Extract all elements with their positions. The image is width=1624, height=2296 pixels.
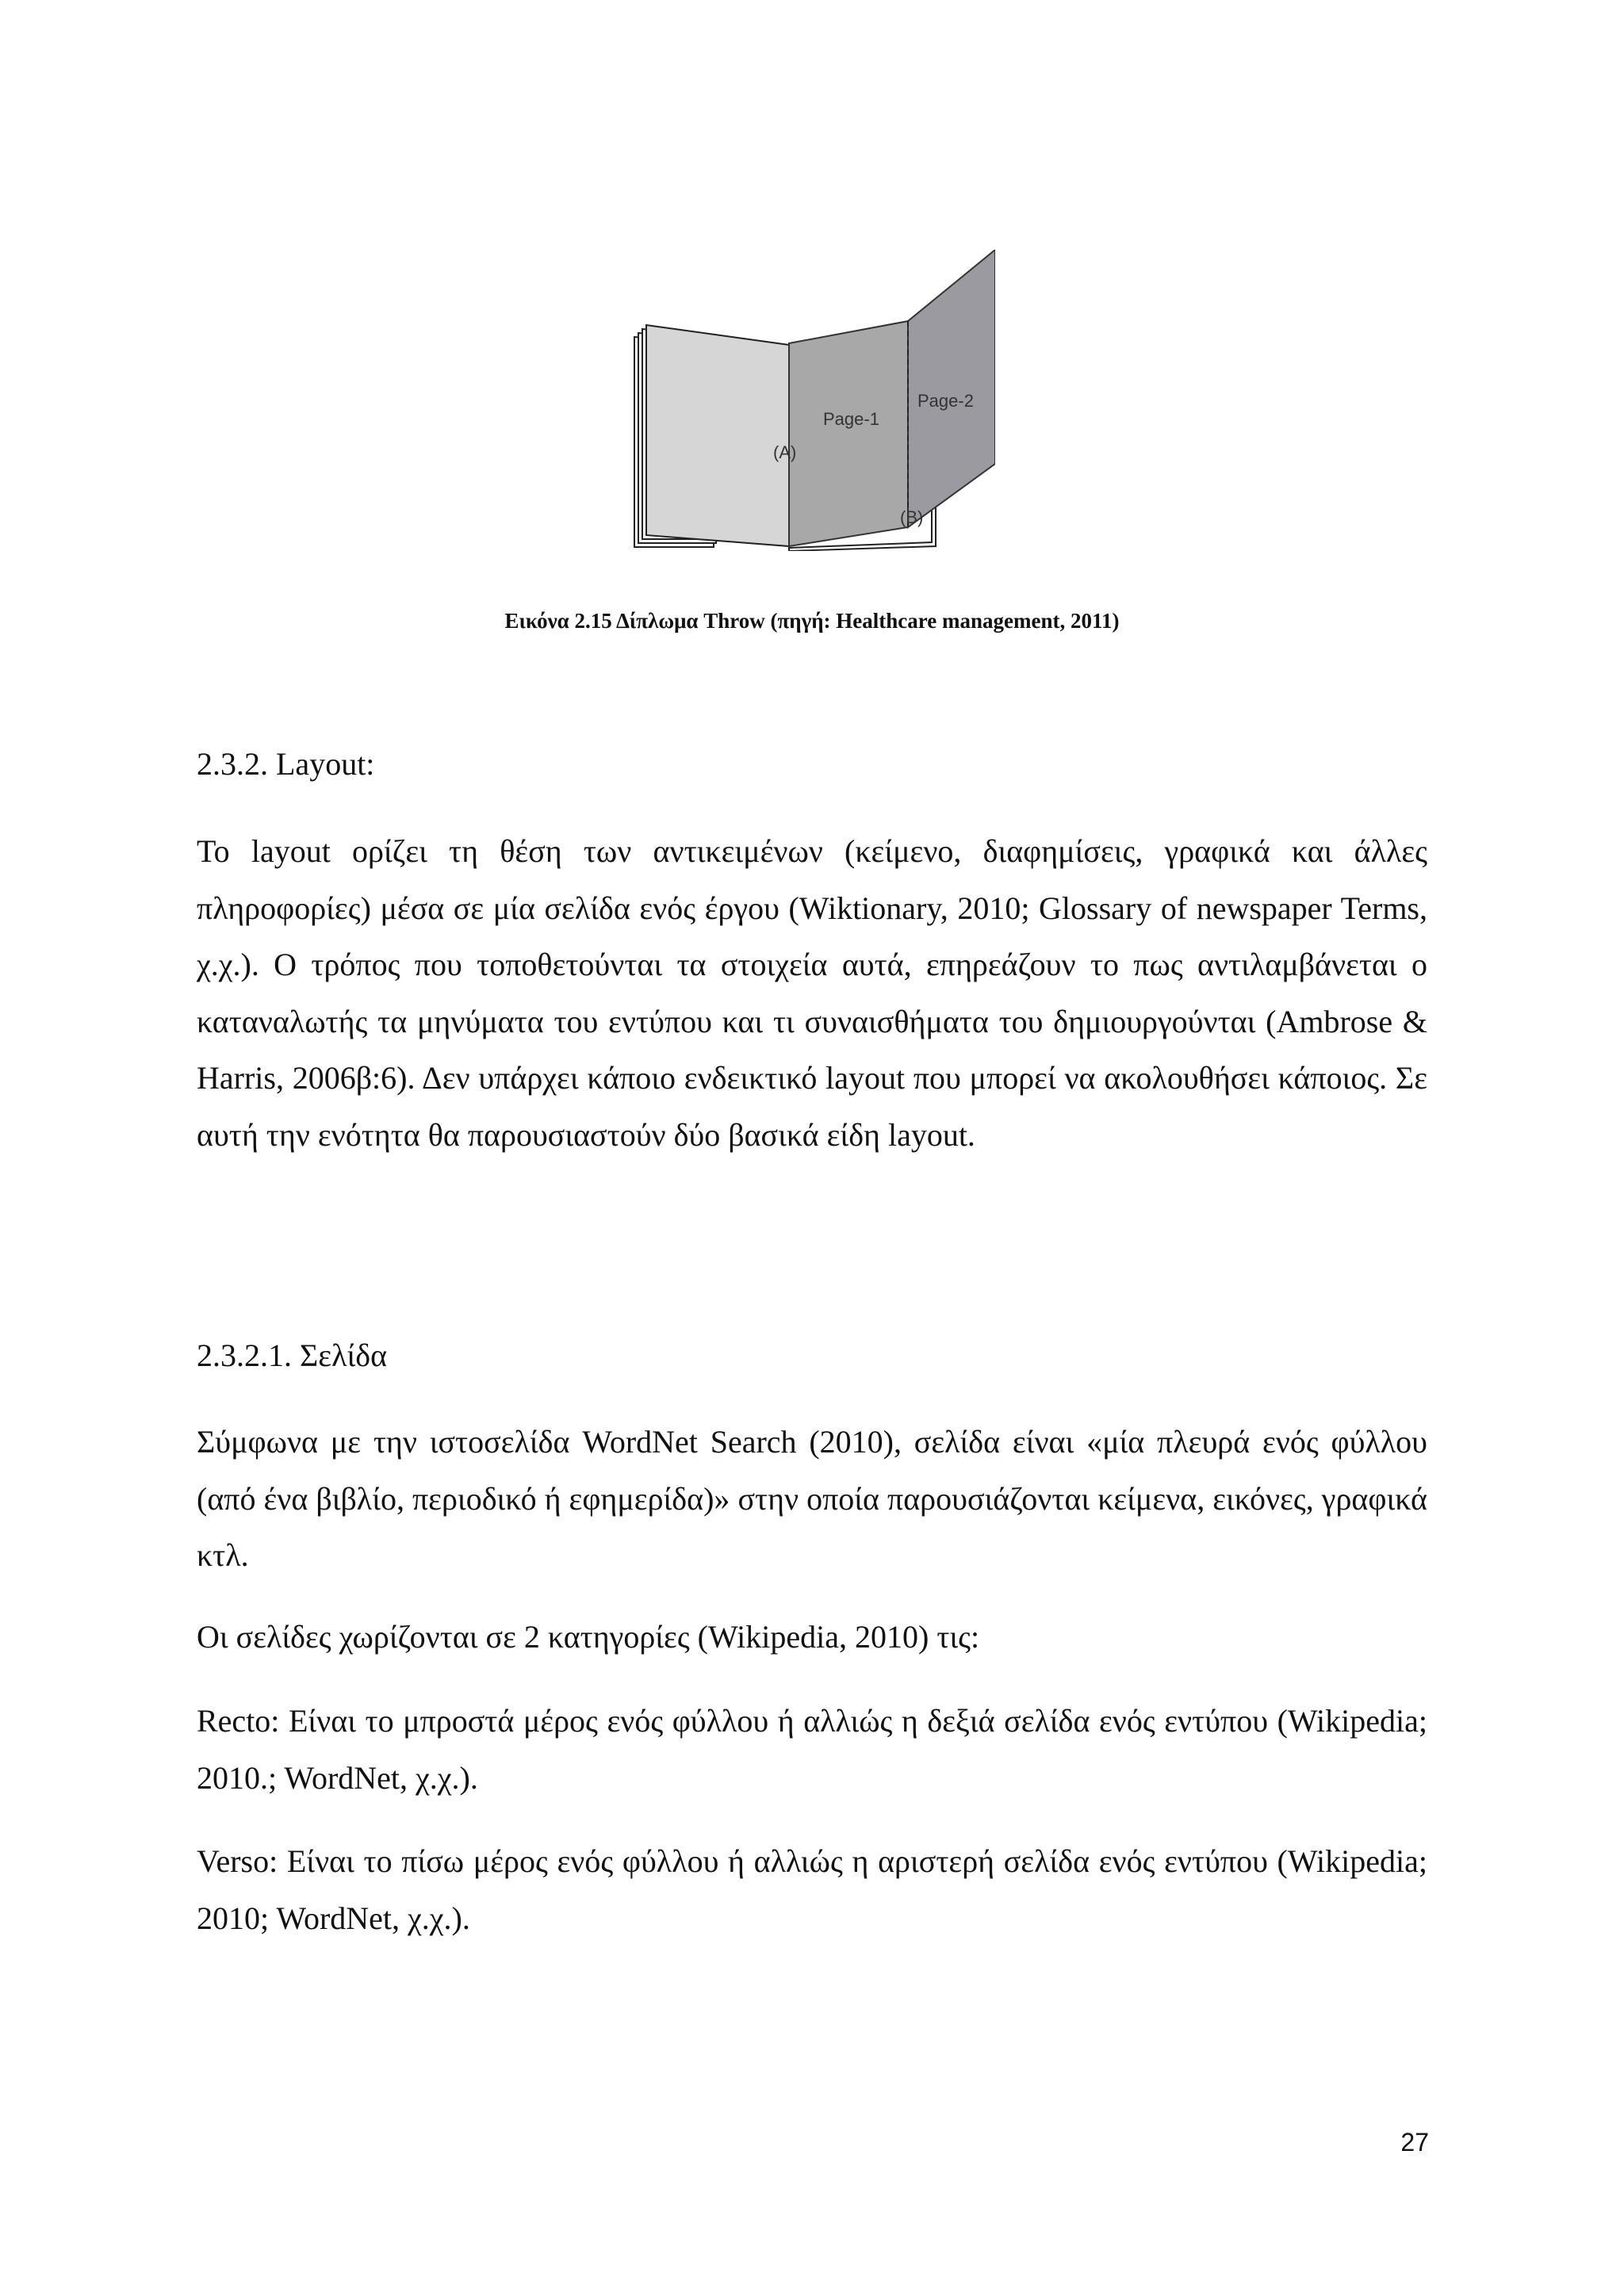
throw-fold-diagram [630, 250, 995, 551]
label-a: (A) [773, 442, 797, 462]
label-b: (B) [900, 507, 924, 527]
throw-fold-figure [630, 250, 995, 551]
heading-layout: 2.3.2. Layout: [197, 746, 375, 782]
paragraph-layout: Το layout ορίζει τη θέση των αντικειμένων (κείμενο, διαφημίσεις, γραφικά και άλλες πληροφορίες) μέσα σε μία σελίδα ενός έργου (Wiktionary, 2010; Glossary of newspaper Terms, χ.χ.). Ο τρόπος που τοποθετούνται τα στοιχεία αυτά, επηρεάζουν το πως αντιλαμβάνεται ο καταναλωτής τα μηνύματα του εντύπου και τι συναισθήματα του δημιουργούνται (Ambrose & Harris, 2006β:6). Δεν υπάρχει κάποιο ενδεικτικό layout που μπορεί να ακολουθήσει κάποιος. Σε αυτή την ενότητα θα παρουσιαστούν δύο βασικά είδη layout. [197, 833, 1427, 1153]
figure-caption: Εικόνα 2.15 Δίπλωμα Throw (πηγή: Healthcare management, 2011) [504, 609, 1120, 633]
left-page [646, 325, 789, 546]
page-2-panel [908, 250, 995, 527]
page-number: 27 [1400, 2128, 1429, 2156]
paragraph-categories: Οι σελίδες χωρίζονται σε 2 κατηγορίες (Wikipedia, 2010) τις: [197, 1619, 980, 1655]
label-page-2: Page-2 [917, 391, 974, 411]
paragraph-verso: Verso: Είναι το πίσω μέρος ενός φύλλου ή αλλιώς η αριστερή σελίδα ενός εντύπου (Wikipedia; 2010; WordNet, χ.χ.). [197, 1843, 1427, 1936]
label-page-1: Page-1 [823, 409, 879, 429]
heading-selida: 2.3.2.1. Σελίδα [197, 1337, 388, 1373]
paragraph-recto: Recto: Είναι το μπροστά μέρος ενός φύλλου ή αλλιώς η δεξιά σελίδα ενός εντύπου (Wikipedia; 2010.; WordNet, χ.χ.). [197, 1703, 1427, 1796]
paragraph-wordnet: Σύμφωνα με την ιστοσελίδα WordNet Search (2010), σελίδα είναι «μία πλευρά ενός φύλλου (από ένα βιβλίο, περιοδικό ή εφημερίδα)» στην οποία παρουσιάζονται κείμενα, εικόνες, γραφικά κτλ. [197, 1424, 1427, 1573]
page-1-panel [789, 321, 908, 546]
